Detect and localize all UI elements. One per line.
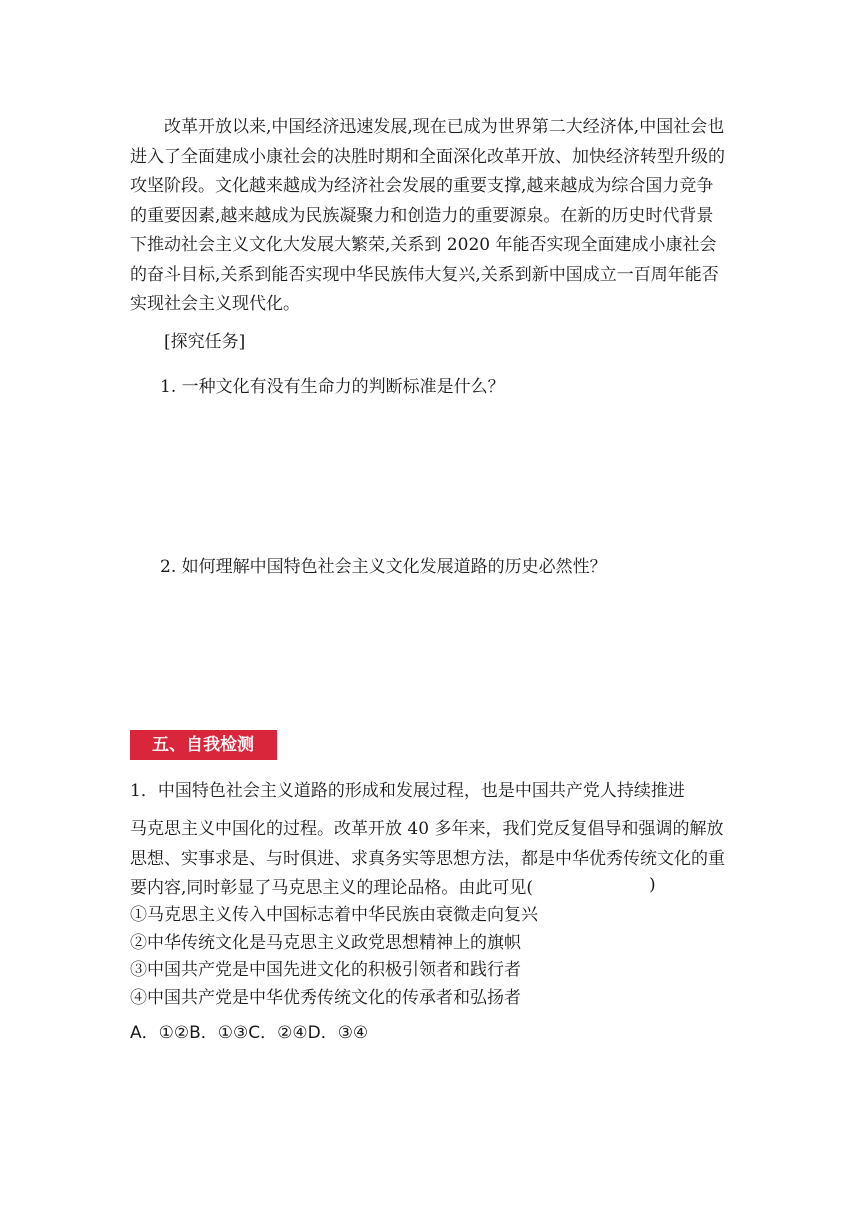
quiz-stem-continued: 马克思主义中国化的过程。改革开放 40 多年来，我们党反复倡导和强调的解放思想、实事求是、与时俱进、求真务实等思想方法，都是中华优秀传统文化的重要内容,同时彰显了马克思主义的理论品格。由此可见( — [130, 819, 725, 898]
statement-4: ④中国共产党是中华优秀传统文化的传承者和弘扬者 — [130, 988, 521, 1008]
question-1: 1. 一种文化有没有生命力的判断标准是什么？ — [160, 377, 505, 397]
statement-2: ②中华传统文化是马克思主义政党思想精神上的旗帜 — [130, 933, 521, 953]
quiz-stem-line-1: 1．中国特色社会主义道路的形成和发展过程，也是中国共产党人持续推进 — [130, 781, 685, 801]
intro-paragraph: 改革开放以来,中国经济迅速发展,现在已成为世界第二大经济体,中国社会也进入了全面建成小康社会的决胜时期和全面深化改革开放、加快经济转型升级的攻坚阶段。文化越来越成为经济社会发展的重要支撑,越来越成为综合国力竞争的重要因素,越来越成为民族凝聚力和创造力的重要源泉。在新的历史时代背景下推动社会主义文化大发展大繁荣,关系到 2020 年能否实现全面建成小康社会的奋斗目标,关系到能否实现中华民族伟大复兴,关系到新中国成立一百周年能否实现社会主义现代化。 — [130, 117, 725, 314]
statement-1: ①马克思主义传入中国标志着中华民族由衰微走向复兴 — [130, 905, 538, 925]
statement-3: ③中国共产党是中国先进文化的积极引领者和践行者 — [130, 960, 521, 980]
answer-options: A．①②B．①③C．②④D．③④ — [130, 1023, 369, 1043]
section-title-self-check: 五、自我检测 — [130, 730, 276, 760]
question-2: 2. 如何理解中国特色社会主义文化发展道路的历史必然性？ — [160, 557, 607, 577]
answer-parenthesis-close: ) — [649, 875, 656, 895]
task-heading: [探究任务] — [164, 332, 246, 352]
section-tag-edge — [276, 730, 280, 760]
